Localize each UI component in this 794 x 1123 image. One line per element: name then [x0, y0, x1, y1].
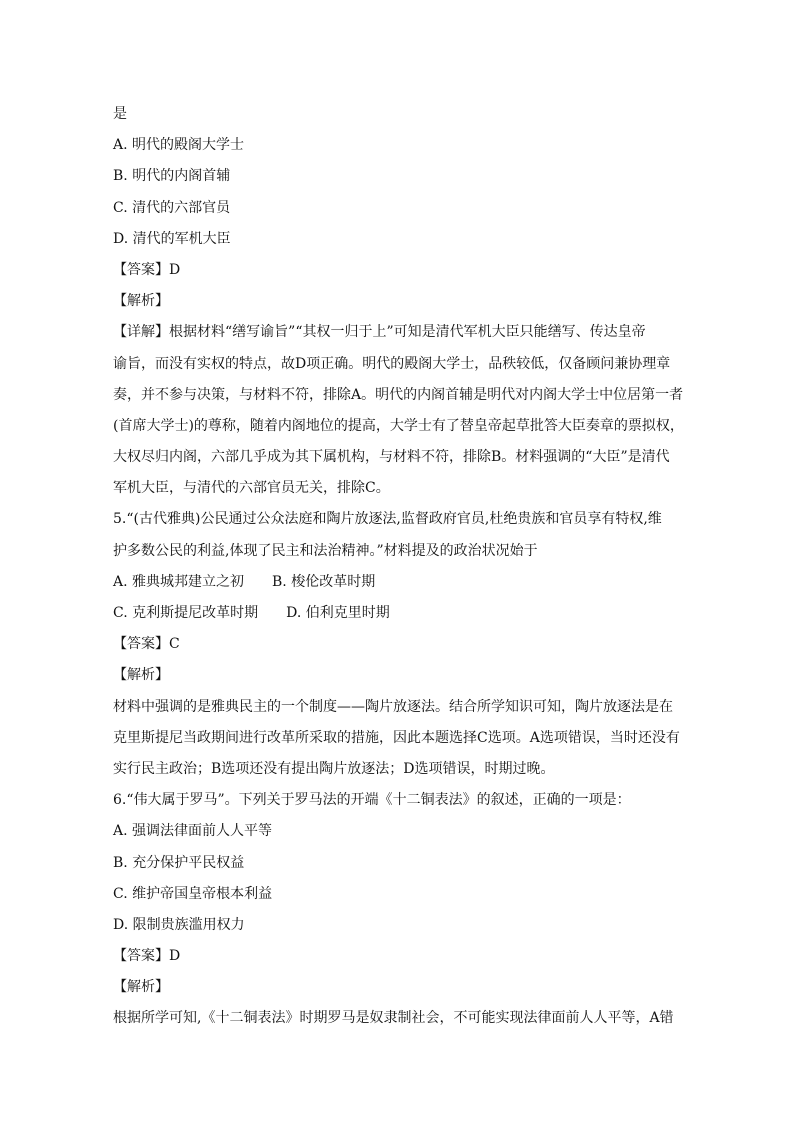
q4-analysis-label: 【解析】 — [113, 293, 169, 310]
q6-option-d: D. 限制贵族滥用权力 — [113, 916, 245, 933]
q6-option-a: A. 强调法律面前人人平等 — [113, 823, 273, 840]
q4-detail-line: 大权尽归内阁，六部几乎成为其下属机构，与材料不符，排除B。材料强调的“大臣”是清代 — [113, 449, 670, 466]
q4-option-b: B. 明代的内阁首辅 — [113, 168, 231, 185]
document-page — [113, 99, 685, 1035]
q5-analysis-line: 克里斯提尼当政期间进行改革所采取的措施，因此本题选择C选项。A选项错误，当时还没有 — [113, 729, 680, 746]
q4-detail-line: (首席大学士)的尊称，随着内阁地位的提高，大学士有了替皇帝起草批答大臣奏章的票拟权， — [113, 417, 684, 434]
q5-option-b: B. 梭伦改革时期 — [272, 573, 376, 590]
q6-analysis-label: 【解析】 — [113, 979, 169, 996]
q6-answer: 【答案】D — [113, 948, 181, 965]
q5-stem-line: 5.“(古代雅典)公民通过公众法庭和陶片放逐法,监督政府官员,杜绝贵族和官员享有特权,维 — [113, 511, 662, 528]
q5-option-c: C. 克利斯提尼改革时期 — [113, 605, 259, 621]
q6-option-b: B. 充分保护平民权益 — [113, 854, 245, 871]
q4-stem-tail: 是 — [113, 106, 127, 122]
q5-stem-line: 护多数公民的利益,体现了民主和法治精神。”材料提及的政治状况始于 — [113, 542, 538, 559]
q5-answer: 【答案】C — [113, 636, 180, 653]
q5-option-a: A. 雅典城邦建立之初 — [113, 573, 245, 590]
q5-analysis-line: 实行民主政治；B选项还没有提出陶片放逐法；D选项错误，时期过晚。 — [113, 760, 555, 777]
q4-option-d: D. 清代的军机大臣 — [113, 230, 231, 247]
q4-detail-line: 奏，并不参与决策，与材料不符，排除A。明代的内阁首辅是明代对内阁大学士中位居第一者 — [113, 386, 684, 403]
q5-options-row-1 — [113, 567, 685, 598]
q4-detail-line: 军机大臣，与清代的六部官员无关，排除C。 — [113, 480, 390, 497]
q4-detail-line: 谕旨，而没有实权的特点，故D项正确。明代的殿阁大学士，品秩较低，仅备顾问兼协理章 — [113, 355, 671, 372]
q6-analysis-line: 根据所学可知,《十二铜表法》时期罗马是奴隶制社会，不可能实现法律面前人人平等，A错 — [113, 1010, 674, 1027]
q5-options-row-2 — [113, 598, 685, 629]
q6-option-c: C. 维护帝国皇帝根本利益 — [113, 885, 273, 902]
q5-option-d: D. 伯利克里时期 — [286, 605, 390, 621]
q4-option-a: A. 明代的殿阁大学士 — [113, 137, 245, 154]
q4-detail-line: 【详解】根据材料“缮写谕旨”“其权一归于上”可知是清代军机大臣只能缮写、传达皇帝 — [113, 324, 646, 341]
q6-stem: 6.“伟大属于罗马”。下列关于罗马法的开端《十二铜表法》的叙述，正确的一项是： — [113, 792, 631, 809]
q5-analysis-line: 材料中强调的是雅典民主的一个制度——陶片放逐法。结合所学知识可知，陶片放逐法是在 — [113, 698, 673, 715]
q5-analysis-label: 【解析】 — [113, 667, 169, 684]
q4-option-c: C. 清代的六部官员 — [113, 199, 231, 216]
q4-answer: 【答案】D — [113, 261, 181, 278]
